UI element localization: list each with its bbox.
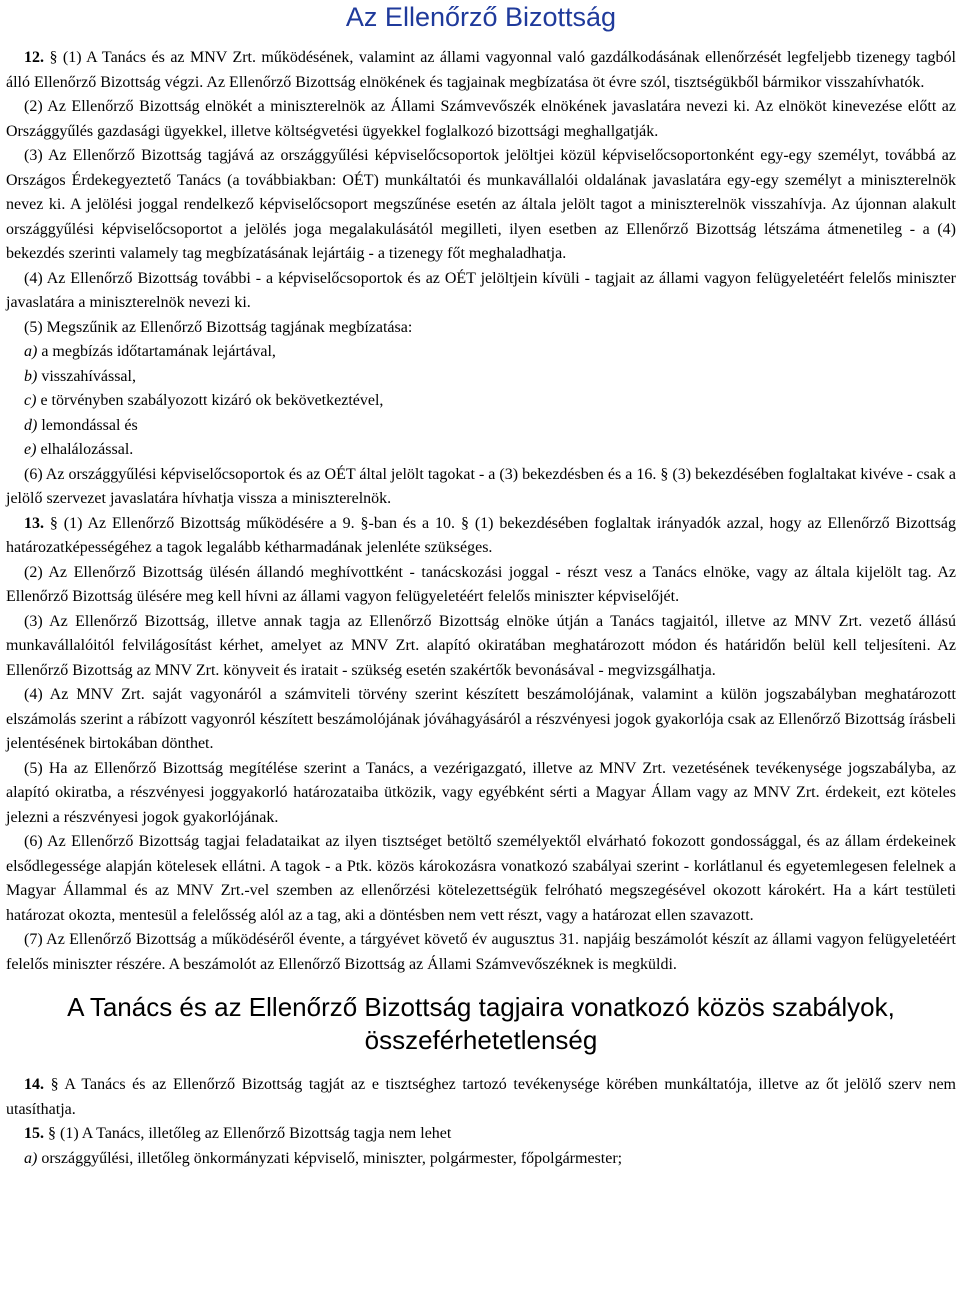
section-12-paragraph-3: (3) Az Ellenőrző Bizottság tagjává az országgyűlési képviselőcsoportok jelöltjei közül képviselőcsoportonként egy-egy személyt, továbbá az Országos Érdekegyeztető Tanács (a továbbiakban: OÉT) munkáltatói és munkavállalói oldalának javaslatára egy-egy személyt a miniszterelnök nevez ki. A jelölési joggal rendelkező képviselőcsoport megszűnése esetén az általa jelölt tagot a miniszterelnök visszahívja. Az újonnan alakult országgyűlési képviselőcsoportot a jelölés joga megalakulásától megilleti, ilyen esetben az Ellenőrző Bizottság létszáma átmenetileg - a (4) bekezdés szerinti valamely tag megbízatásának lejártáig - a tizenegy főt meghaladhatja.	[6, 147, 956, 262]
list-letter: d)	[24, 416, 38, 434]
section-12-paragraph-2: (2) Az Ellenőrző Bizottság elnökét a miniszterelnök az Állami Számvevőszék elnökének javaslatára nevezi ki. Az elnököt kinevezése előtt az Országgyűlés gazdasági ügyekkel, illetve költségvetési ügyekkel foglalkozó bizottsági meghallgatják.	[6, 98, 956, 140]
section-13-paragraph-7: (7) Az Ellenőrző Bizottság a működéséről évente, a tárgyévet követő év augusztus 31. napjáig beszámolót készít az állami vagyon felügyeletéért felelős miniszter részére. A beszámolót az Ellenőrző Bizottság az Állami Számvevőszéknek is megküldi.	[6, 931, 956, 973]
section-number: 13.	[24, 514, 44, 532]
section-13-paragraph-6: (6) Az Ellenőrző Bizottság tagjai feladataikat az ilyen tisztséget betöltő személyektől elvárható fokozott gondossággal, és az állam érdekeinek elsődlegessége alapján kötelesek ellátni. A tagok - a Ptk. közös károkozásra vonatkozó szabályai szerint - korlátlanul és egyetemlegesen felelnek a Magyar Állammal és az MNV Zrt.-vel szemben az ellenőrzési kötelezettségük felróható megszegésével okozott károkért. Ha a kárt testületi határozat okozta, mentesül a felelősség alól az a tag, aki a döntésben nem vett részt, vagy a határozat ellen szavazott.	[6, 833, 956, 924]
list-letter: a)	[24, 1149, 38, 1167]
list-item	[6, 340, 956, 365]
list-item-text: a megbízás időtartamának lejártával,	[41, 343, 276, 360]
list-item	[6, 389, 956, 414]
paragraph-text: § (1) A Tanács és az MNV Zrt. működésének, valamint az állami vagyonnal való gazdálkodásának ellenőrzését legfeljebb tizenegy tagból álló Ellenőrző Bizottság végzi. Az Ellenőrző Bizottság elnökének és tagjainak megbízatása öt évre szól, tisztségükből bármikor visszahívhatók.	[6, 49, 957, 91]
page-title: Az Ellenőrző Bizottság	[345, 2, 617, 32]
list-item	[6, 1147, 956, 1172]
section-number: 14.	[24, 1076, 44, 1093]
list-item-text: országgyűlési, illetőleg önkormányzati képviselő, miniszter, polgármester, főpolgármester;	[41, 1149, 623, 1167]
list-item	[6, 414, 956, 439]
section-12-paragraph-4: (4) Az Ellenőrző Bizottság további - a képviselőcsoportok és az OÉT jelöltjein kívüli - tagjait az állami vagyon felügyeletéért felelős miniszter javaslatára a miniszterelnök nevezi ki.	[6, 269, 956, 311]
list-item	[6, 365, 956, 390]
section-13-paragraph-5: (5) Ha az Ellenőrző Bizottság megítélése szerint a Tanács, a vezérigazgató, illetve az MNV Zrt. vezetésének tevékenysége jogszabályba, az alapító okiratba, a részvényesi joggyakorló határozataiba ütközik, vagy egyébként sérti a Magyar Állam vagy az MNV Zrt. érdekeit, ezt köteles jelezni a részvényesi jogok gyakorlójának.	[6, 759, 956, 826]
document-page	[6, 0, 956, 1171]
section-12-paragraph-5: (5) Megszűnik az Ellenőrző Bizottság tagjának megbízatása:	[24, 318, 413, 336]
section-13-paragraph-3: (3) Az Ellenőrző Bizottság, illetve annak tagja az Ellenőrző Bizottság elnöke útján a Tanács tagjaitól, illetve az MNV Zrt. vezető állású munkavállalóitól felvilágosítást kérhet, amelyet az MNV Zrt. alapító okiratában meghatározott módon és határidőn belül kell teljesíteni. Az Ellenőrző Bizottság az MNV Zrt. könyveit és iratait - szükség esetén szakértők bevonásával - megvizsgálhatja.	[6, 612, 956, 679]
section-13-paragraph-4: (4) Az MNV Zrt. saját vagyonáról a számviteli törvény szerint készített beszámolójának, valamint a külön jogszabályban meghatározott elszámolás szerint a rábízott vagyonról készített beszámolójának jóváhagyásáról a részvényesi jogok gyakorlója csak az Ellenőrző Bizottság írásbeli jelentésének birtokában dönthet.	[6, 686, 956, 752]
paragraph-text: § A Tanács és az Ellenőrző Bizottság tagját az e tisztséghez tartozó tevékenysége körében munkáltatója, illetve az őt jelölő szerv nem utasíthatja.	[6, 1076, 956, 1118]
list-letter: e)	[24, 441, 37, 458]
section-12-paragraph-6: (6) Az országgyűlési képviselőcsoportok és az OÉT által jelölt tagokat - a (3) bekezdésben és a 16. § (3) bekezdésében foglaltakat kivéve - csak a jelölő szervezet javaslatára hívhatja vissza a miniszterelnök.	[6, 465, 956, 507]
paragraph-text: § (1) A Tanács, illetőleg az Ellenőrző Bizottság tagja nem lehet	[48, 1125, 452, 1142]
section-12-paragraph-1	[6, 46, 956, 95]
section-heading: A Tanács és az Ellenőrző Bizottság tagjaira vonatkozó közös szabályok, összeférhetetlenség	[67, 992, 895, 1055]
list-letter: b)	[24, 367, 38, 385]
section-13-paragraph-2: (2) Az Ellenőrző Bizottság ülésén állandó meghívottként - tanácskozási joggal - részt vesz a Tanács elnöke, vagy az általa kijelölt tag. Az Ellenőrző Bizottság ülésére meg kell hívni az állami vagyon felügyeletéért felelős miniszter képviselőjét.	[6, 563, 956, 605]
section-13-paragraph-1	[6, 512, 956, 561]
section-number: 15.	[24, 1125, 44, 1142]
section-14-paragraph	[6, 1073, 956, 1122]
list-item-text: lemondással és	[41, 416, 138, 434]
list-item-text: visszahívással,	[41, 367, 136, 385]
section-number: 12.	[24, 49, 44, 66]
section-15-paragraph-1	[6, 1122, 956, 1147]
list-letter: a)	[24, 343, 38, 360]
list-item-text: e törvényben szabályozott kizáró ok bekövetkeztével,	[40, 392, 384, 409]
list-item	[6, 438, 956, 463]
list-item-text: elhalálozással.	[40, 441, 134, 458]
list-letter: c)	[24, 392, 37, 409]
paragraph-text: § (1) Az Ellenőrző Bizottság működésére a 9. §-ban és a 10. § (1) bekezdésében foglaltak irányadók azzal, hogy az Ellenőrző Bizottság határozatképességéhez a tagok legalább kétharmadának jelenléte szükséges.	[6, 514, 957, 556]
